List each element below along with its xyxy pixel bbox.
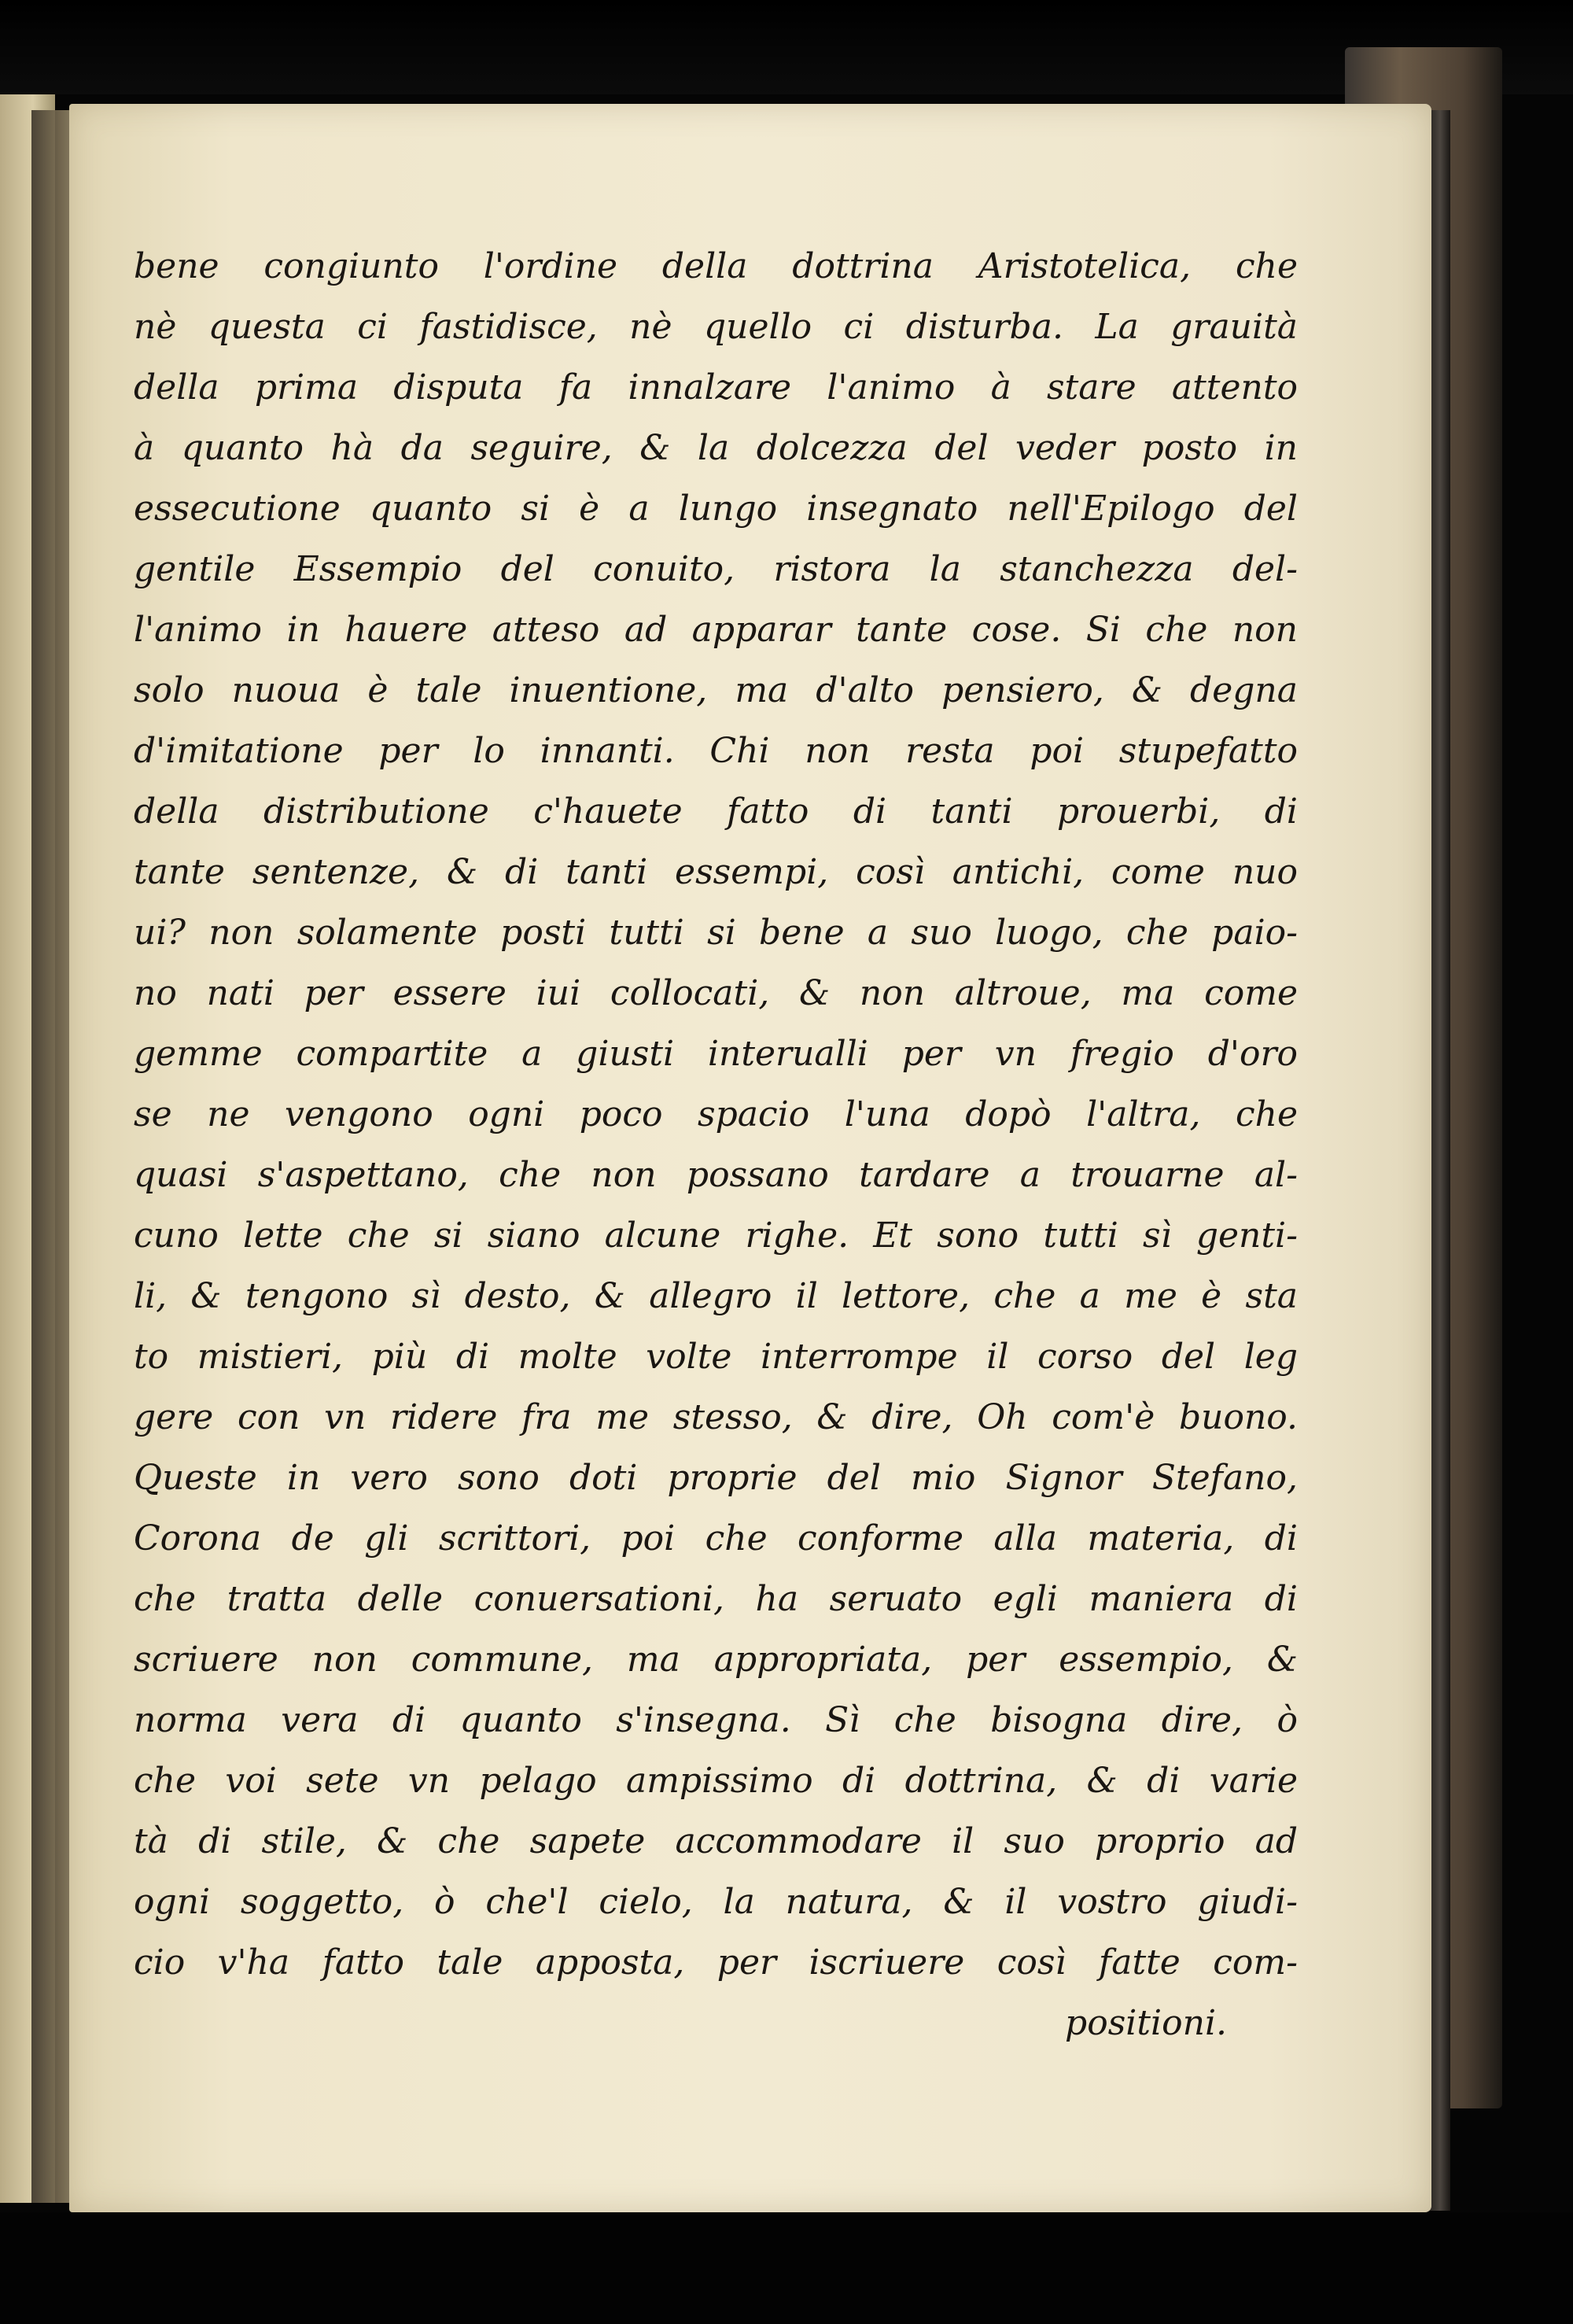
text-line: cio v'ha fatto tale apposta, per iscriuere così fatte com-	[134, 1942, 1298, 1983]
text-line: scriuere non commune, ma appropriata, per essempio, &	[134, 1640, 1298, 1680]
text-line: Corona de gli scrittori, poi che conforme alla materia, di	[134, 1518, 1298, 1559]
text-line: essecutione quanto si è a lungo insegnato nell'Epilogo del	[134, 489, 1298, 529]
text-line: della distributione c'hauete fatto di tanti prouerbi, di	[134, 791, 1298, 832]
text-line: gemme compartite a giusti interualli per vn fregio d'oro	[134, 1034, 1298, 1074]
page-block-edge	[1430, 110, 1450, 2211]
text-line: l'animo in hauere atteso ad apparar tante cose. Si che non	[134, 610, 1298, 650]
text-line: gentile Essempio del conuito, ristora la stanchezza del-	[134, 549, 1298, 589]
text-line: li, & tengono sì desto, & allegro il lettore, che a me è sta	[134, 1276, 1298, 1316]
text-line: bene congiunto l'ordine della dottrina Aristotelica, che	[134, 246, 1298, 286]
text-line: tà di stile, & che sapete accommodare il suo proprio ad	[134, 1821, 1298, 1861]
text-line: che tratta delle conuersationi, ha seruato egli maniera di	[134, 1579, 1298, 1619]
text-line: nè questa ci fastidisce, nè quello ci disturba. La grauità	[134, 307, 1298, 347]
text-line: ogni soggetto, ò che'l cielo, la natura, & il vostro giudi-	[134, 1882, 1298, 1922]
text-line: norma vera di quanto s'insegna. Sì che bisogna dire, ò	[134, 1700, 1298, 1740]
text-line-final: positioni.	[1065, 2003, 1227, 2043]
text-line: to mistieri, più di molte volte interrompe il corso del leg	[134, 1337, 1298, 1377]
text-line: quasi s'aspettano, che non possano tardare a trouarne al-	[134, 1155, 1298, 1195]
text-line: ui? non solamente posti tutti si bene a suo luogo, che paio-	[134, 913, 1298, 953]
dark-background-bottom	[0, 2212, 1573, 2324]
page-text	[134, 236, 1298, 2053]
text-line: à quanto hà da seguire, & la dolcezza del veder posto in	[134, 428, 1298, 468]
text-line: gere con vn ridere fra me stesso, & dire, Oh com'è buono.	[134, 1397, 1298, 1437]
text-line: Queste in vero sono doti proprie del mio Signor Stefano,	[134, 1458, 1298, 1498]
text-line: se ne vengono ogni poco spacio l'una dopò l'altra, che	[134, 1094, 1298, 1134]
dark-background	[0, 0, 1573, 94]
text-line: d'imitatione per lo innanti. Chi non resta poi stupefatto	[134, 731, 1298, 771]
text-line: che voi sete vn pelago ampissimo di dottrina, & di varie	[134, 1761, 1298, 1801]
text-line: tante sentenze, & di tanti essempi, così antichi, come nuo	[134, 852, 1298, 892]
text-line: cuno lette che si siano alcune righe. Et sono tutti sì genti-	[134, 1215, 1298, 1256]
text-line: della prima disputa fa innalzare l'animo à stare attento	[134, 367, 1298, 408]
text-line: no nati per essere iui collocati, & non altroue, ma come	[134, 973, 1298, 1013]
text-line: solo nuoua è tale inuentione, ma d'alto pensiero, & degna	[134, 670, 1298, 710]
